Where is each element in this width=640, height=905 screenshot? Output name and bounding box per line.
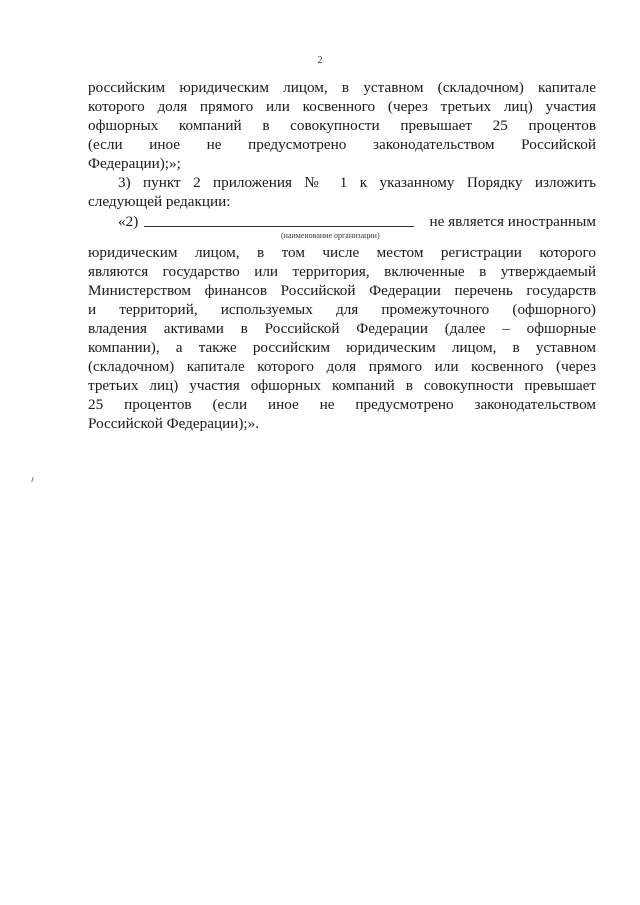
text-line: компании), а также российским юридическим лицом, в уставном — [88, 339, 596, 356]
document-body — [88, 78, 596, 433]
text-line: следующей редакции: — [88, 193, 231, 210]
text-line: третьих лиц) участия офшорных компаний в совокупности превышает — [88, 377, 596, 394]
organization-name-blank — [144, 225, 414, 227]
scan-speck — [31, 477, 34, 482]
text-line: 25 процентов (если иное не предусмотрено законодательством — [88, 396, 596, 413]
blank-caption: (наименование организации) — [281, 231, 380, 240]
item-number: «2) — [118, 213, 139, 230]
text-line: 3) пункт 2 приложения № 1 к указанному Порядку изложить — [118, 174, 596, 191]
text-line: владения активами в Российской Федерации (далее – офшорные — [88, 320, 596, 337]
text-line: не является иностранным — [429, 213, 596, 230]
text-line: Российской Федерации);». — [88, 415, 260, 432]
organization-blank-row — [88, 212, 596, 231]
page-number: 2 — [317, 55, 323, 66]
text-line: юридическим лицом, в том числе местом регистрации которого — [88, 244, 596, 261]
text-line: (если иное не предусмотрено законодательством Российской — [88, 136, 596, 153]
text-line: (складочном) капитале которого доля прямого или косвенного (через — [88, 358, 596, 375]
text-line: российским юридическим лицом, в уставном (складочном) капитале — [88, 79, 596, 96]
text-line: офшорных компаний в совокупности превышает 25 процентов — [88, 117, 596, 134]
text-line: Министерством финансов Российской Федерации перечень государств — [88, 282, 596, 299]
text-line: которого доля прямого или косвенного (через третьих лиц) участия — [88, 98, 596, 115]
paragraph-item-3 — [88, 173, 596, 211]
paragraph-continuation — [88, 78, 596, 173]
text-line: являются государство или территория, включенные в утверждаемый — [88, 263, 596, 280]
text-line: и территорий, используемых для промежуточного (офшорного) — [88, 301, 596, 318]
text-line: Федерации);»; — [88, 155, 181, 172]
paragraph-quoted-item-2 — [88, 212, 596, 433]
